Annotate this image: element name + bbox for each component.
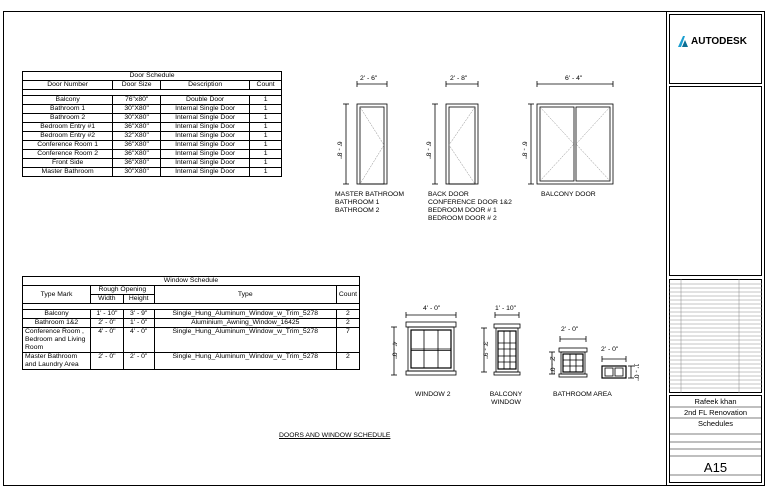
col-header: Height [123, 295, 154, 304]
cell: Bathroom 1&2 [23, 319, 91, 328]
brand-name: AUTODESK [691, 36, 747, 47]
cell: Internal Single Door [161, 141, 250, 150]
cell: 1 [250, 123, 282, 132]
table-row [23, 159, 282, 168]
door2-caption [428, 191, 512, 223]
bathroom-area-caption: BATHROOM AREA [553, 391, 612, 398]
window2-caption: WINDOW 2 [415, 391, 451, 398]
caption-line: WINDOW [491, 399, 521, 406]
cell: Balcony [23, 96, 113, 105]
caption-line: CONFERENCE DOOR 1&2 [428, 199, 512, 206]
revision-table-lines [669, 279, 762, 393]
cell: Bathroom 2 [23, 114, 113, 123]
door1-height-dim: 6' - 8" [335, 141, 343, 159]
cell: Bedroom Entry #1 [23, 123, 113, 132]
door3-caption: BALCONY DOOR [541, 191, 596, 198]
cell: Master Bathroom [23, 168, 113, 177]
cell: 4' - 0" [123, 328, 154, 353]
cell: Internal Single Door [161, 150, 250, 159]
cell: 3' - 9" [123, 310, 154, 319]
cell: 30"X80" [113, 105, 161, 114]
awning-window-height-dim: 1' - 0" [632, 363, 640, 381]
cell: 2 [336, 310, 359, 319]
cell: 2 [336, 353, 359, 370]
table-row [23, 310, 360, 319]
autodesk-mark-icon [678, 36, 688, 47]
owner-name: Rafeek khan [694, 397, 737, 406]
caption-line: BEDROOM DOOR # 2 [428, 215, 497, 222]
cell: Internal Single Door [161, 132, 250, 141]
cell: Bedroom Entry #2 [23, 132, 113, 141]
door1-width-dim: 2' - 6" [360, 75, 378, 82]
cell: 1 [250, 159, 282, 168]
cell: Single_Hung_Aluminum_Window_w_Trim_5278 [154, 328, 336, 353]
cell: 1 [250, 150, 282, 159]
cell: Double Door [161, 96, 250, 105]
door3-height-dim: 6' - 8" [520, 141, 528, 159]
balcony-window-caption [486, 391, 526, 407]
cell: Internal Single Door [161, 114, 250, 123]
door-schedule-header [23, 81, 282, 90]
cell: Bathroom 1 [23, 105, 113, 114]
col-header: Door Number [23, 81, 113, 90]
cell: 76"x80" [113, 96, 161, 105]
cell: 2' - 0" [91, 319, 124, 328]
logo-box [669, 14, 762, 84]
cell: 1 [250, 105, 282, 114]
table-row [23, 150, 282, 159]
col-header: Door Size [113, 81, 161, 90]
window2-width-dim: 4' - 0" [423, 305, 441, 312]
cell: Internal Single Door [161, 159, 250, 168]
table-row [23, 105, 282, 114]
table-row [23, 319, 360, 328]
cell: Single_Hung_Aluminum_Window_w_Trim_5278 [154, 310, 336, 319]
cell: 36"X80" [113, 123, 161, 132]
cell: Conference Room 2 [23, 150, 113, 159]
cell: Single_Hung_Aluminum_Window_w_Trim_5278 [154, 353, 336, 370]
cell: 30"X80" [113, 168, 161, 177]
cell: 30"X80" [113, 114, 161, 123]
cell: 32"X80" [113, 132, 161, 141]
col-group-header: Rough Opening [91, 286, 155, 295]
table-row [23, 123, 282, 132]
window-schedule-title: Window Schedule [23, 277, 360, 286]
cell: 1 [250, 141, 282, 150]
door2-width-dim: 2' - 8" [450, 75, 468, 82]
cell: 36"X80" [113, 159, 161, 168]
door-schedule-title: Door Schedule [23, 72, 282, 81]
balcony-window-height-dim: 3' - 9" [481, 341, 489, 359]
sheet-drawing-title: DOORS AND WINDOW SCHEDULE [279, 432, 391, 439]
window-schedule-table [22, 276, 360, 370]
cell: Master Bathroom and Laundry Area [23, 353, 91, 370]
cell: 7 [336, 328, 359, 353]
cell: Aluminium_Awning_Window_16425 [154, 319, 336, 328]
cell: 1 [250, 168, 282, 177]
caption-line: BACK DOOR [428, 191, 469, 198]
col-header: Count [250, 81, 282, 90]
cell: 1 [250, 114, 282, 123]
col-header: Width [91, 295, 124, 304]
col-header: Description [161, 81, 250, 90]
cell: 2' - 0" [123, 353, 154, 370]
cell: Front Side [23, 159, 113, 168]
cell: 2' - 0" [91, 353, 124, 370]
cell: 2 [336, 319, 359, 328]
cell: Internal Single Door [161, 123, 250, 132]
caption-line: BATHROOM 1 [335, 199, 380, 206]
cell: Conference Room , Bedroom and Living Room [23, 328, 91, 353]
cell: Internal Single Door [161, 168, 250, 177]
door2-height-dim: 6' - 8" [424, 141, 432, 159]
table-row [23, 114, 282, 123]
bath-window-height-dim: 2' - 0" [548, 356, 556, 374]
window2-height-dim: 4' - 0" [390, 341, 398, 359]
door-elevations-drawing [325, 70, 625, 190]
cell: Conference Room 1 [23, 141, 113, 150]
cell: 1' - 10" [91, 310, 124, 319]
table-row [23, 168, 282, 177]
notes-box [669, 86, 762, 276]
caption-line: MASTER BATHROOM [335, 191, 404, 198]
window-schedule-header [23, 286, 360, 295]
caption-line: BATHROOM 2 [335, 207, 380, 214]
cell: Balcony [23, 310, 91, 319]
cell: 36"X80" [113, 150, 161, 159]
cell: Internal Single Door [161, 105, 250, 114]
table-row [23, 353, 360, 370]
awning-window-width-dim: 2' - 0" [601, 346, 619, 353]
door3-width-dim: 6' - 4" [565, 75, 583, 82]
door1-caption [335, 191, 404, 215]
table-row [23, 132, 282, 141]
cell: 1 [250, 96, 282, 105]
col-header: Type Mark [23, 286, 91, 304]
door-schedule-table [22, 71, 282, 177]
caption-line: BEDROOM DOOR # 1 [428, 207, 497, 214]
project-name: 2nd FL Renovation [683, 408, 748, 417]
table-row [23, 141, 282, 150]
balcony-window-width-dim: 1' - 10" [495, 305, 517, 312]
col-header: Count [336, 286, 359, 304]
sheet-name: Schedules [697, 419, 734, 428]
table-row [23, 328, 360, 353]
autodesk-logo [678, 36, 747, 47]
sheet-number: A15 [703, 460, 728, 475]
cell: 36"X80" [113, 141, 161, 150]
col-header: Type [154, 286, 336, 304]
cell: 1 [250, 132, 282, 141]
bath-window-width-dim: 2' - 0" [561, 326, 579, 333]
cell: 4' - 0" [91, 328, 124, 353]
caption-line: BALCONY [489, 391, 523, 398]
cell: 1' - 0" [123, 319, 154, 328]
table-row [23, 96, 282, 105]
